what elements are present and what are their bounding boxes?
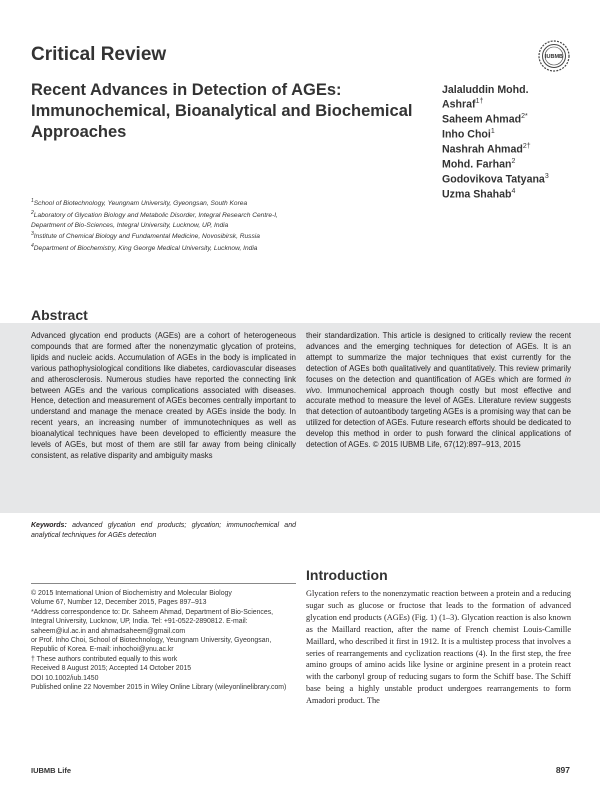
affiliation: $^3$Institute of Chemical Biology and Fundamental Medicine, Novosibirsk, Russia [31,231,260,241]
introduction-text: Glycation refers to the nonenzymatic reaction between a protein and a reducing sugar such as glucose or fructose that leads to the formation of advanced glycation end products (AGEs) (Fig. 1) (1–3). Glycation reaction is also known as the Maillard reaction, after the name of French chemist Louis-Camille Maillard, who described it first in 1912. It is a multistep process that involves a series of rearrangements and cyclization reactions (4). In the first step, the free amino groups of amino acids like lysine or arginine present in a protein react with the carbonyl group of reducing sugars to form the Schiff base. The Schiff base being a highly unstable product undergoes rearrangements to form Amadori product. The [306,589,571,706]
abstract-text-right: their standardization. This article is designed to critically review the recent advances and the emerging techniques for detection of AGEs. It is an attempt to summarize the major techniques that exist currently for the detection of AGEs both qualitatively and quantitatively. This review primarily focuses on the detection and quantification of AGEs which are formed in vivo. Immunochemical approach though costly but most effective and accurate method to measure the level of AGEs. Literature review suggests that detection of autoantibody targeting AGEs is a promising way that can be utilized for detection of AGEs. Future research efforts should be dedicated to develop this method in order to push forward the clinical applications of detection of AGEs. © 2015 IUBMB Life, 67(12):897–913, 2015 [306,331,571,450]
author: Mohd. Farhan$^2$ [442,158,516,171]
footer-journal: IUBMB Life [31,766,71,775]
keywords-label: Keywords: [31,522,67,529]
affiliation: $^2$Laboratory of Glycation Biology and Metabolic Disorder, Integral Research Centre-I, Department of Bio-Sciences, Integral University, Lucknow, UP, India [31,209,278,229]
affiliations [31,197,301,254]
article-title: Recent Advances in Detection of AGEs: Immunochemical, Bioanalytical and Biochemical Approaches [31,81,413,141]
author: Nashrah Ahmad$^{2\dagger}$ [442,143,531,156]
volume-note: Volume 67, Number 12, December 2015, Pages 897–913 [31,599,207,607]
keywords [31,521,296,540]
author: Godovikova Tatyana$^3$ [442,173,549,186]
section-label: Critical Review [31,44,167,65]
introduction-heading: Introduction [306,567,388,583]
author: Ashraf$^{1\dagger}$ [442,98,484,111]
correspondence-alt-note: or Prof. Inho Choi, School of Biotechnology, Yeungnam University, Gyeongsan, Republic of Korea. E-mail: inhochoi@ynu.ac.kr [31,637,272,654]
dates-note: Received 8 August 2015; Accepted 14 October 2015 [31,665,192,673]
notes-divider [31,583,296,584]
author-list [442,84,592,201]
affiliation: $^1$School of Biotechnology, Yeungnam University, Gyeongsan, South Korea [31,198,248,208]
copyright-note: © 2015 International Union of Biochemistry and Molecular Biology [31,590,232,597]
logo-text: IUBMB [544,54,564,61]
author: Jalaluddin Mohd. [442,84,529,96]
page-number: 897 [555,765,570,775]
author: Saheem Ahmad$^{2*}$ [442,113,528,126]
abstract-text-left: Advanced glycation end products (AGEs) are a cohort of heterogeneous compounds that are formed after the nonenzymatic glycation of proteins, lipids and nucleic acids. Accumulation of AGEs in the body is implicated in various pathophysiological conditions like diabetes, cardiovascular diseases and atherosclerosis. Numerous studies have reported the connecting link between AGEs and the various complications associated with diseases. Hence, detection and measurement of AGEs becomes centrally important to understand and manage the menace created by AGEs inside the body. In recent years, an increasing number of immunotechniques as well as bioanalytical techniques have been developed to efficiently measure the levels of AGEs, but most of them are still far away from being clinically consistent, as relative disparity and ambiguity masks [31,331,296,460]
affiliation: $^4$Department of Biochemistry, King George Medical University, Lucknow, India [31,243,258,253]
correspondence-note: *Address correspondence to: Dr. Saheem Ahmad, Department of Bio-Sciences, Integral University, Lucknow, UP, India. Tel: +91-0522-2890812. E-mail: saheem@iul.ac.in and ahmadsaheem@gmail.com [31,608,274,635]
author: Uzma Shahab$^4$ [442,188,516,201]
article-notes [31,589,296,692]
published-note: Published online 22 November 2015 in Wiley Online Library (wileyonlinelibrary.com) [31,684,287,692]
keywords-text: advanced glycation end products; glycation; immunochemical and analytical techniques for AGEs detection [31,522,296,539]
author: Inho Choi$^1$ [442,128,495,141]
iubmb-logo-icon [538,40,570,72]
equal-contribution-note: † These authors contributed equally to this work [31,655,178,663]
abstract-heading: Abstract [31,307,88,323]
doi-note: DOI 10.1002/iub.1450 [31,674,99,682]
